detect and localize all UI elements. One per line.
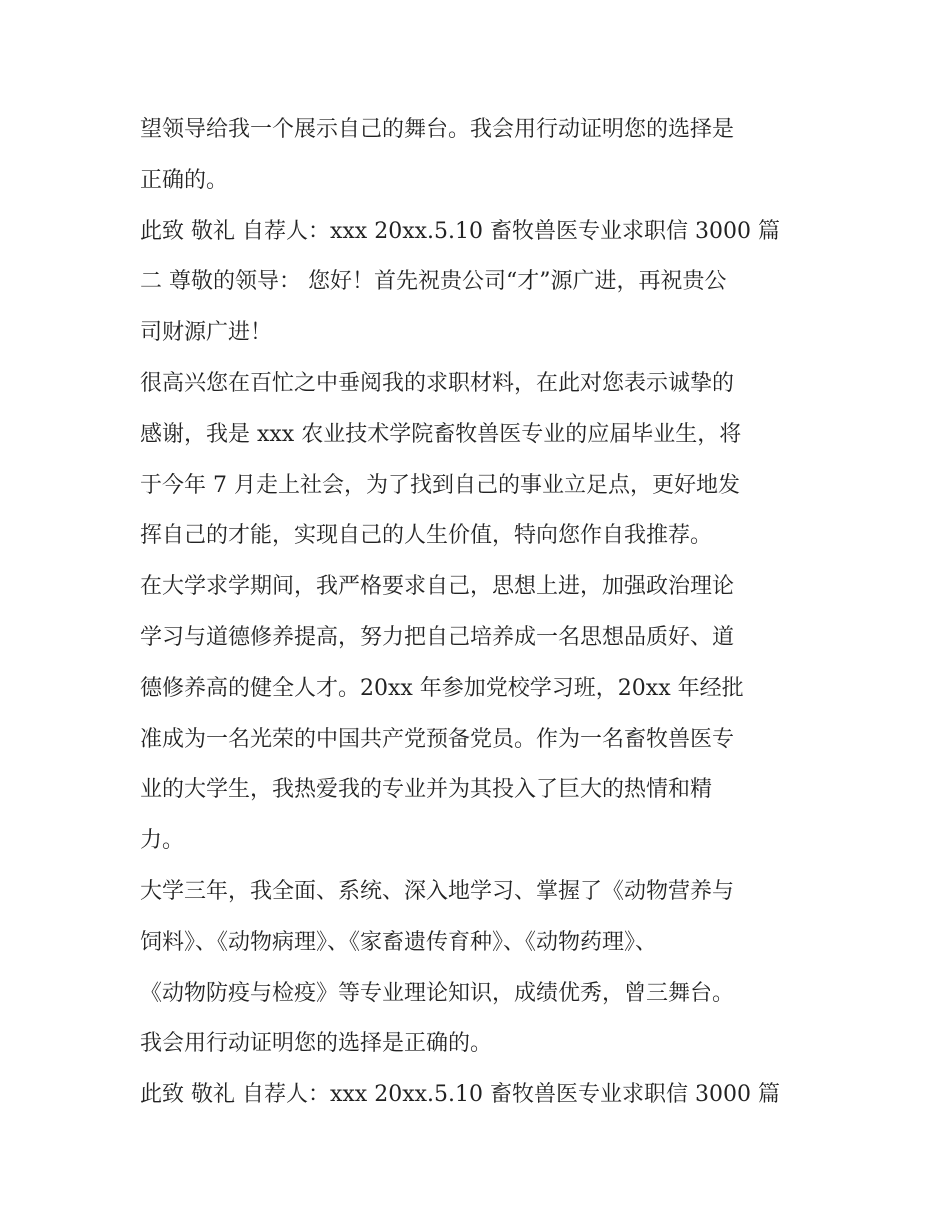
text-line: 《动物防疫与检疫》等专业理论知识，成绩优秀，曾三舞台。 [140, 980, 735, 1006]
text-line: 饲料》、《动物病理》、《家畜遗传育种》、《动物药理》、 [140, 929, 658, 955]
text-line: 大学三年，我全面、系统、深入地学习、掌握了《动物营养与 [140, 878, 735, 904]
text-line: 正确的。 [140, 167, 229, 193]
text-line: 司财源广进！ [140, 320, 273, 346]
document-body [140, 105, 820, 1121]
text-line: 业的大学生，我热爱我的专业并为其投入了巨大的热情和精 [140, 777, 713, 803]
text-line: 望领导给我一个展示自己的舞台。我会用行动证明您的选择是 [140, 117, 735, 142]
text-line: 二 尊敬的领导： 您好！首先祝贵公司“才”源广进，再祝贵公 [140, 269, 727, 295]
text-line: 很高兴您在百忙之中垂阅我的求职材料，在此对您表示诚挚的 [140, 370, 735, 396]
text-line: 力。 [140, 828, 185, 854]
text-line: 此致 敬礼 自荐人：xxx 20xx.5.10 畜牧兽医专业求职信 3000 篇 [140, 218, 780, 244]
text-line: 学习与道德修养提高，努力把自己培养成一名思想品质好、道 [140, 624, 735, 650]
text-line: 我会用行动证明您的选择是正确的。 [140, 1031, 493, 1057]
text-line: 准成为一名光荣的中国共产党预备党员。作为一名畜牧兽医专 [140, 726, 735, 752]
text-line: 德修养高的健全人才。20xx 年参加党校学习班，20xx 年经批 [140, 675, 744, 701]
text-line: 于今年 7 月走上社会，为了找到自己的事业立足点，更好地发 [140, 472, 740, 498]
text-line: 感谢，我是 xxx 农业技术学院畜牧兽医专业的应届毕业生，将 [140, 421, 742, 447]
text-line: 此致 敬礼 自荐人：xxx 20xx.5.10 畜牧兽医专业求职信 3000 篇 [140, 1082, 780, 1108]
text-line: 在大学求学期间，我严格要求自己，思想上进，加强政治理论 [140, 574, 735, 600]
text-line: 挥自己的才能，实现自己的人生价值，特向您作自我推荐。 [140, 523, 713, 549]
